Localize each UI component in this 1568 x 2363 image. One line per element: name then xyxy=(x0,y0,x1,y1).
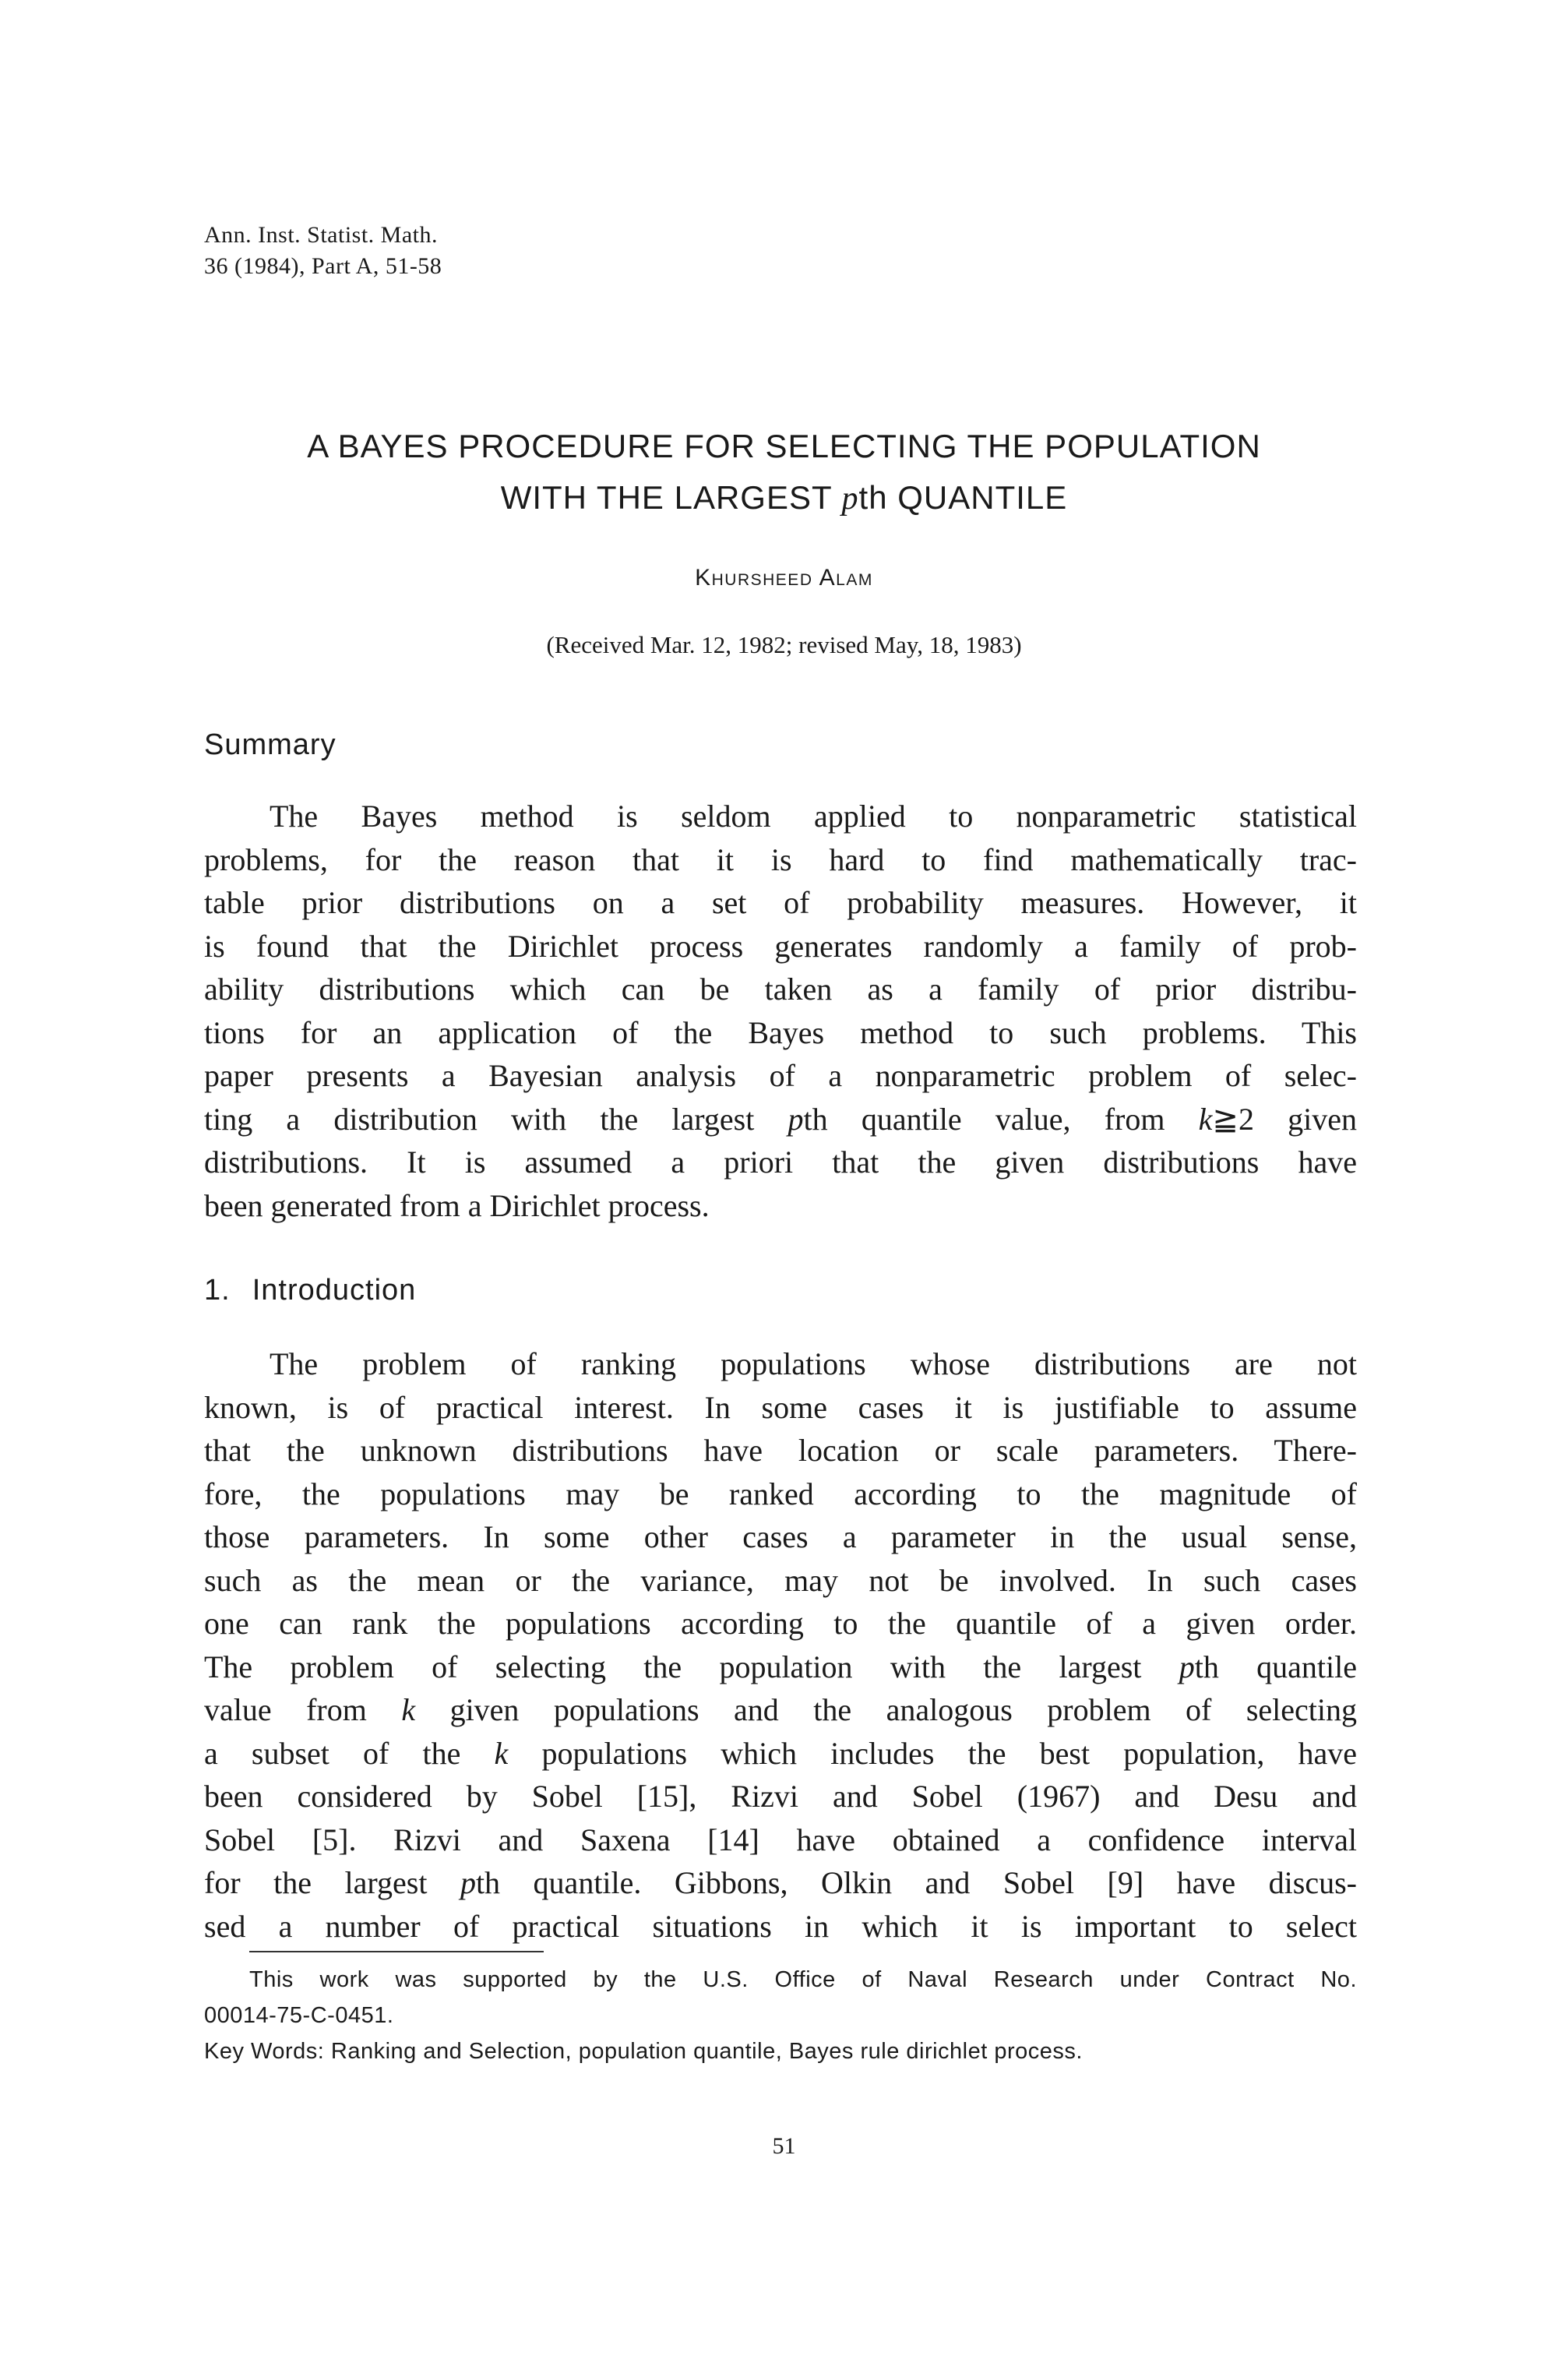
author-name: Khursheed Alam xyxy=(695,565,873,591)
title-line-2-pre: WITH THE LARGEST xyxy=(500,479,842,516)
summary-line: The Bayes method is seldom applied to nonparametric statistical xyxy=(270,799,1357,834)
title-line-2 xyxy=(0,472,1568,524)
funding-note: This work was supported by the U.S. Office of Naval Research under Contract No. xyxy=(249,1967,1357,1992)
summary-heading: Summary xyxy=(204,728,337,761)
text-run: populations which includes the best population, have xyxy=(508,1735,1357,1771)
section-title: Introduction xyxy=(252,1274,417,1307)
math-variable: k xyxy=(1198,1101,1213,1137)
keywords: Key Words: Ranking and Selection, population quantile, Bayes rule dirichlet process. xyxy=(204,2039,1083,2064)
summary-line: tions for an application of the Bayes method to such problems. This xyxy=(204,1014,1357,1050)
text-run: ≧2 given xyxy=(1212,1101,1358,1137)
math-variable: k xyxy=(494,1735,509,1771)
journal-name: Ann. Inst. Statist. Math. xyxy=(204,222,439,248)
text-run: ting a distribution with the largest xyxy=(204,1101,788,1137)
intro-line: fore, the populations may be ranked according to the magnitude of xyxy=(204,1476,1357,1511)
summary-line: distributions. It is assumed a priori that the given distributions have xyxy=(204,1144,1357,1180)
summary-line xyxy=(204,1098,1357,1141)
intro-line: Sobel [5]. Rizvi and Saxena [14] have obtained a confidence interval xyxy=(204,1822,1357,1857)
summary-line: been generated from a Dirichlet process. xyxy=(204,1187,710,1223)
page-number: 51 xyxy=(772,2133,796,2159)
summary-paragraph xyxy=(204,795,1357,1227)
title-variable-p: p xyxy=(841,481,859,517)
summary-line: table prior distributions on a set of probability measures. However, it xyxy=(204,885,1357,920)
text-run: given populations and the analogous problem of selecting xyxy=(415,1692,1358,1727)
journal-volume: 36 (1984), Part A, 51-58 xyxy=(204,253,442,279)
intro-line: The problem of ranking populations whose distributions are not xyxy=(270,1346,1357,1381)
section-number: 1. xyxy=(204,1274,231,1307)
intro-line: those parameters. In some other cases a parameter in the usual sense, xyxy=(204,1519,1357,1554)
text-run: a subset of the xyxy=(204,1735,495,1771)
intro-line: known, is of practical interest. In some cases it is justifiable to assume xyxy=(204,1389,1357,1425)
summary-line: ability distributions which can be taken as a family of prior distribu- xyxy=(204,972,1357,1007)
math-variable: k xyxy=(401,1692,416,1727)
intro-line xyxy=(204,1732,1357,1776)
footnote-divider xyxy=(249,1951,544,1952)
title-line-2-post: th QUANTILE xyxy=(858,479,1068,516)
intro-line: sed a number of practical situations in which it is important to select xyxy=(204,1908,1357,1944)
title-line-1: A BAYES PROCEDURE FOR SELECTING THE POPULATION xyxy=(307,428,1261,464)
contract-number: 00014-75-C-0451. xyxy=(204,2003,394,2028)
text-run: for the largest xyxy=(204,1865,460,1900)
summary-line: paper presents a Bayesian analysis of a nonparametric problem of selec- xyxy=(204,1058,1357,1093)
math-variable: p xyxy=(1179,1649,1195,1684)
footnotes xyxy=(204,1962,1357,2069)
intro-line: that the unknown distributions have location or scale parameters. There- xyxy=(204,1433,1357,1468)
intro-line: one can rank the populations according to the quantile of a given order. xyxy=(204,1606,1357,1641)
text-run: th quantile xyxy=(1194,1649,1357,1684)
text-run: value from xyxy=(204,1692,402,1727)
intro-line xyxy=(204,1688,1357,1732)
intro-line: such as the mean or the variance, may not be involved. In such cases xyxy=(204,1562,1357,1598)
text-run: th quantile value, from xyxy=(803,1101,1199,1137)
math-variable: p xyxy=(460,1865,476,1900)
text-run: th quantile. Gibbons, Olkin and Sobel [9] have discus- xyxy=(475,1865,1357,1900)
text-run: The problem of selecting the population with the largest xyxy=(204,1649,1179,1684)
math-variable: p xyxy=(788,1101,804,1137)
summary-line: problems, for the reason that it is hard to find mathematically trac- xyxy=(204,841,1357,877)
intro-line: been considered by Sobel [15], Rizvi and Sobel (1967) and Desu and xyxy=(204,1779,1357,1814)
introduction-heading xyxy=(204,1274,416,1307)
intro-line xyxy=(204,1645,1357,1689)
journal-citation xyxy=(204,220,442,282)
intro-line xyxy=(204,1861,1357,1905)
introduction-paragraph xyxy=(204,1342,1357,1948)
received-dates: (Received Mar. 12, 1982; revised May, 18, 1983) xyxy=(546,631,1022,658)
paper-title xyxy=(0,421,1568,524)
summary-line: is found that the Dirichlet process generates randomly a family of prob- xyxy=(204,928,1357,964)
